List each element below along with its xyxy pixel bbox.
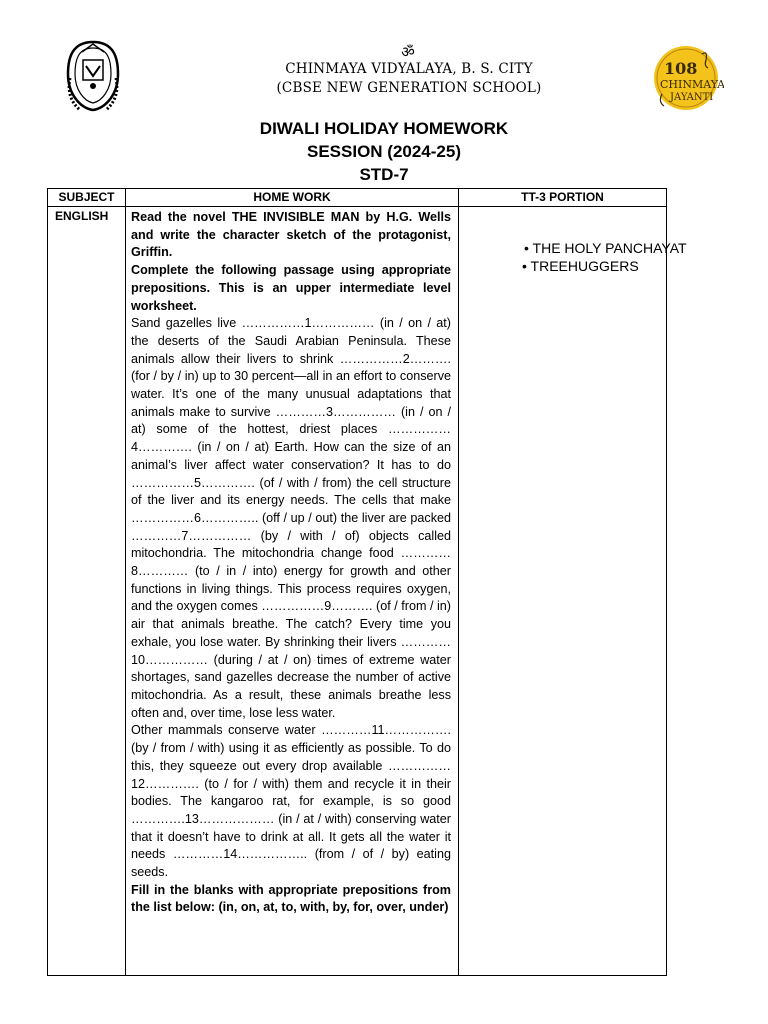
school-type: (CBSE NEW GENERATION SCHOOL) [276,80,542,96]
homework-task-novel: Read the novel THE INVISIBLE MAN by H.G. Wells and write the character sketch of the protagonist, Griffin. [131,210,451,260]
passage-paragraph: Sand gazelles live ……………1…………… (in / on / at) the deserts of the Saudi Arabian Peninsula. These animals allow their livers to shrink ……………2………. (for / by / in) up to 30 percent—all in an effort to conserve water. It’s one of the many unusual adaptations that animals make to survive …………3…………… (in / on / at) some of the hottest, driest places ……………4…………. (in / on / at) Earth. How can the size of an animal’s liver affect water conservation? It has to do ……………5…………. (of / with / from) the cell structure of the liver and its energy needs. The cells that make ……………6………….. (off / up / out) the liver are packed …………7…………… (by / with / of) objects called mitochondria. The mitochondria change food …………8………… (to / in / into) energy for growth and other functions in living things. This process requires oxygen, and the oxygen comes ……………9………. (of / from / in) air that animals breathe. The catch? Every time you exhale, you lose water. By shrinking their livers …………10…………… (during / at / on) times of extreme water shortages, sand gazelles decrease the number of active mitochondria. As a result, these animals breathe less often and, over time, lose less water. [131,316,451,720]
class-title: STD-7 [359,165,409,184]
subject-cell: ENGLISH [55,209,109,223]
session-title: SESSION (2024-25) [306,142,461,161]
table-header-divider [47,206,667,207]
table-divider [458,188,459,976]
svg-text:JAYANTI: JAYANTI [670,92,714,103]
portion-item: • TREEHUGGERS [522,258,639,274]
chinmaya-jayanti-logo [648,44,724,112]
portion-item: • THE HOLY PANCHAYAT [524,240,687,256]
column-header-homework: HOME WORK [253,190,331,204]
table-divider [125,188,126,976]
homework-task-prepositions: Complete the following passage using appropriate prepositions. This is an upper intermediate level worksheet. [131,263,451,313]
column-header-subject: SUBJECT [58,190,115,204]
document-title: DIWALI HOLIDAY HOMEWORK [259,119,509,138]
homework-task-fill-blanks: Fill in the blanks with appropriate prepositions from the list below: (in, on, at, to, with, by, for, over, under) [131,882,451,915]
svg-text:CHINMAYA: CHINMAYA [660,78,724,91]
om-symbol: ॐ [401,43,415,61]
column-header-portion: TT-3 PORTION [521,190,604,204]
passage-paragraph: Other mammals conserve water …………11……………. (by / from / with) using it as efficiently as possible. To do this, they squeeze out every drop available ……………12…………. (to / for / with) them and recycle it in their bodies. The kangaroo rat, for example, is so good ………….13……………… (in / at / with) conserving water that it doesn’t have to drink at all. It gets all the water it needs …………14…………….. (from / of / by) eating seeds. [131,723,451,880]
school-name: CHINMAYA VIDYALAYA, B. S. CITY [285,61,533,77]
homework-cell [131,209,451,917]
svg-text:108: 108 [664,59,698,78]
chinmaya-mission-logo [62,38,124,114]
